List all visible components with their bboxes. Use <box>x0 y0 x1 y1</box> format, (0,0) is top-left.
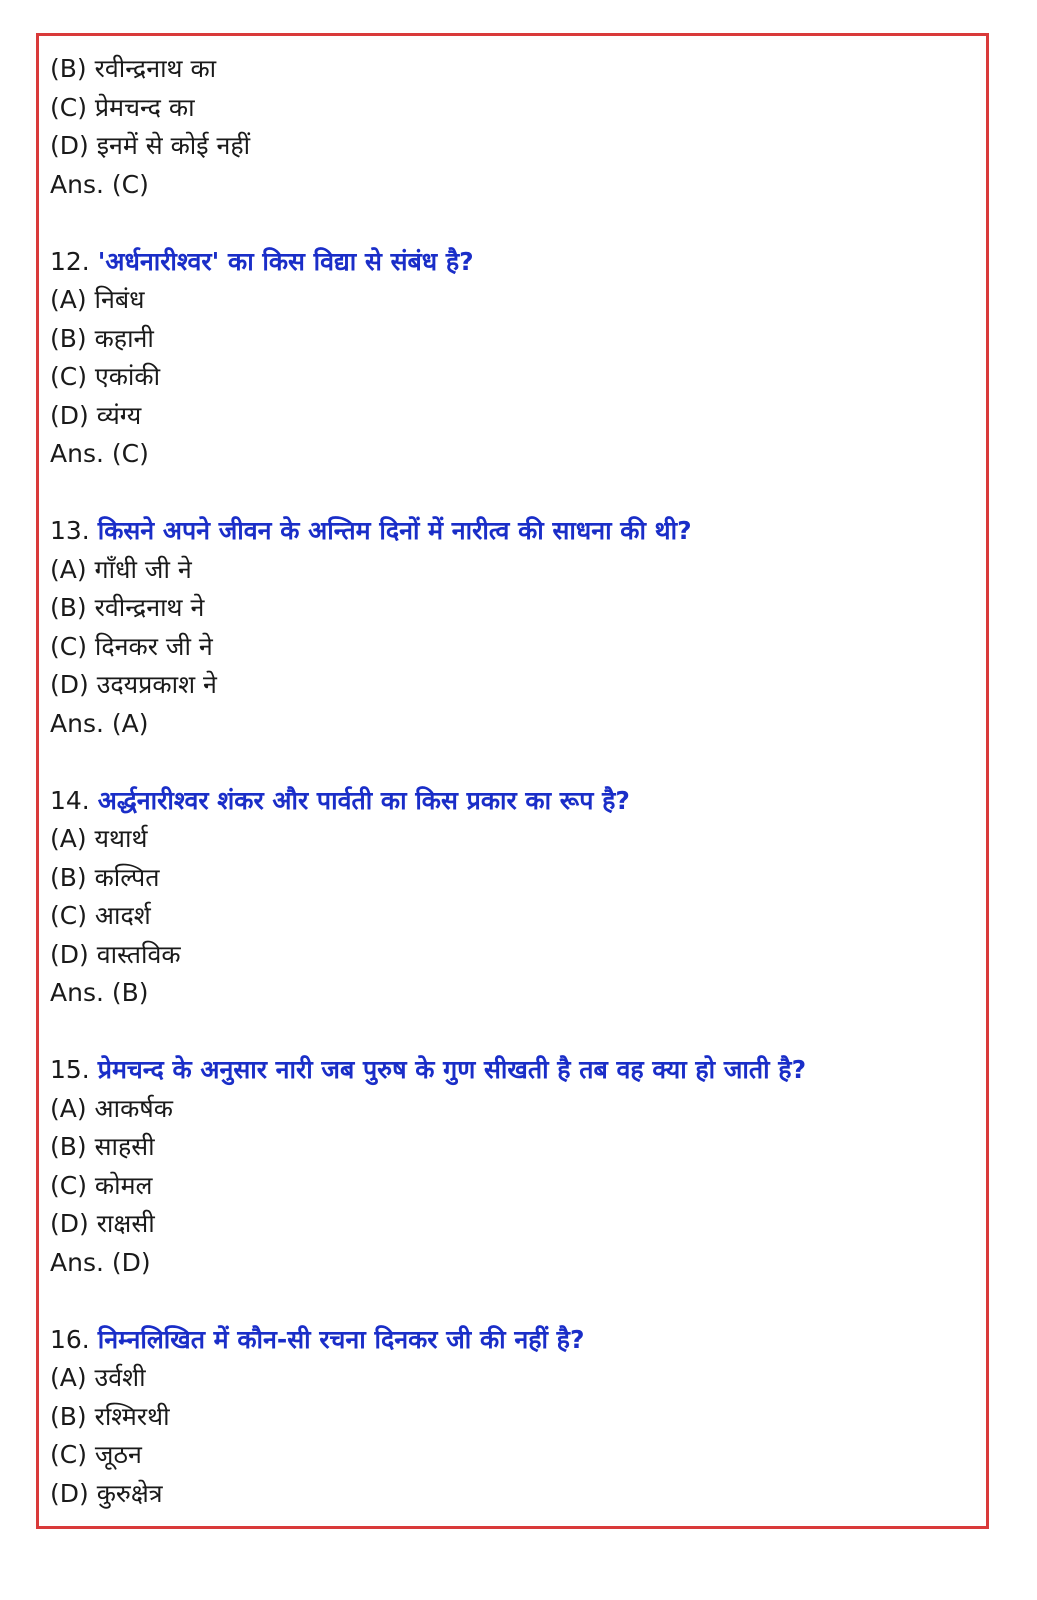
option-c: (C) दिनकर जी ने <box>50 631 213 661</box>
answer: Ans. (C) <box>50 169 149 199</box>
option-b: (B) रवीन्द्रनाथ का <box>50 54 217 83</box>
option-a: (A) गाँधी जी ने <box>50 554 192 584</box>
question-content <box>50 50 980 1513</box>
question-number: 15. <box>50 1055 90 1084</box>
option-d: (D) वास्तविक <box>50 939 181 969</box>
option-b: (B) साहसी <box>50 1132 155 1161</box>
answer: Ans. (C) <box>50 439 149 468</box>
option-d: (D) उदयप्रकाश ने <box>50 670 217 699</box>
option-b: (B) कल्पित <box>50 862 160 892</box>
question-heading <box>50 243 980 282</box>
answer: Ans. (B) <box>50 978 149 1007</box>
option-b: (B) कहानी <box>50 323 154 353</box>
question-14 <box>50 782 980 1013</box>
question-12 <box>50 243 980 474</box>
option-b: (B) रवीन्द्रनाथ ने <box>50 593 205 622</box>
answer: Ans. (D) <box>50 1247 151 1277</box>
option-c: (C) एकांकी <box>50 362 161 391</box>
question-text: अर्द्धनारीश्वर शंकर और पार्वती का किस प्रकार का रूप है? <box>97 785 630 815</box>
option-d: (D) व्यंग्य <box>50 400 142 430</box>
question-heading <box>50 512 980 551</box>
question-16 <box>50 1321 980 1514</box>
question-text: निम्नलिखित में कौन-सी रचना दिनकर जी की नहीं है? <box>97 1324 585 1354</box>
question-text: 'अर्धनारीश्वर' का किस विद्या से संबंध है? <box>97 246 474 276</box>
question-number: 14. <box>50 785 90 815</box>
question-heading <box>50 1321 980 1360</box>
option-a: (A) यथार्थ <box>50 824 148 853</box>
option-a: (A) उर्वशी <box>50 1363 146 1392</box>
question-15 <box>50 1051 980 1282</box>
option-c: (C) आदर्श <box>50 901 151 930</box>
question-text: प्रेमचन्द के अनुसार नारी जब पुरुष के गुण सीखती है तब वह क्या हो जाती है? <box>97 1055 807 1084</box>
option-d: (D) कुरुक्षेत्र <box>50 1478 163 1508</box>
option-a: (A) आकर्षक <box>50 1093 173 1123</box>
question-number: 16. <box>50 1324 90 1354</box>
option-c: (C) कोमल <box>50 1170 153 1200</box>
option-b: (B) रश्मिरथी <box>50 1401 170 1431</box>
question-heading <box>50 782 980 821</box>
option-d: (D) राक्षसी <box>50 1209 155 1238</box>
option-c: (C) जूठन <box>50 1440 142 1469</box>
option-d: (D) इनमें से कोई नहीं <box>50 131 251 160</box>
question-number: 13. <box>50 516 90 545</box>
question-number: 12. <box>50 246 90 276</box>
question-text: किसने अपने जीवन के अन्तिम दिनों में नारीत्व की साधना की थी? <box>97 516 692 545</box>
carryover-block <box>50 50 980 204</box>
question-heading <box>50 1051 980 1090</box>
option-c: (C) प्रेमचन्द का <box>50 92 195 122</box>
question-13 <box>50 512 980 743</box>
answer: Ans. (A) <box>50 708 149 738</box>
option-a: (A) निबंध <box>50 285 145 314</box>
